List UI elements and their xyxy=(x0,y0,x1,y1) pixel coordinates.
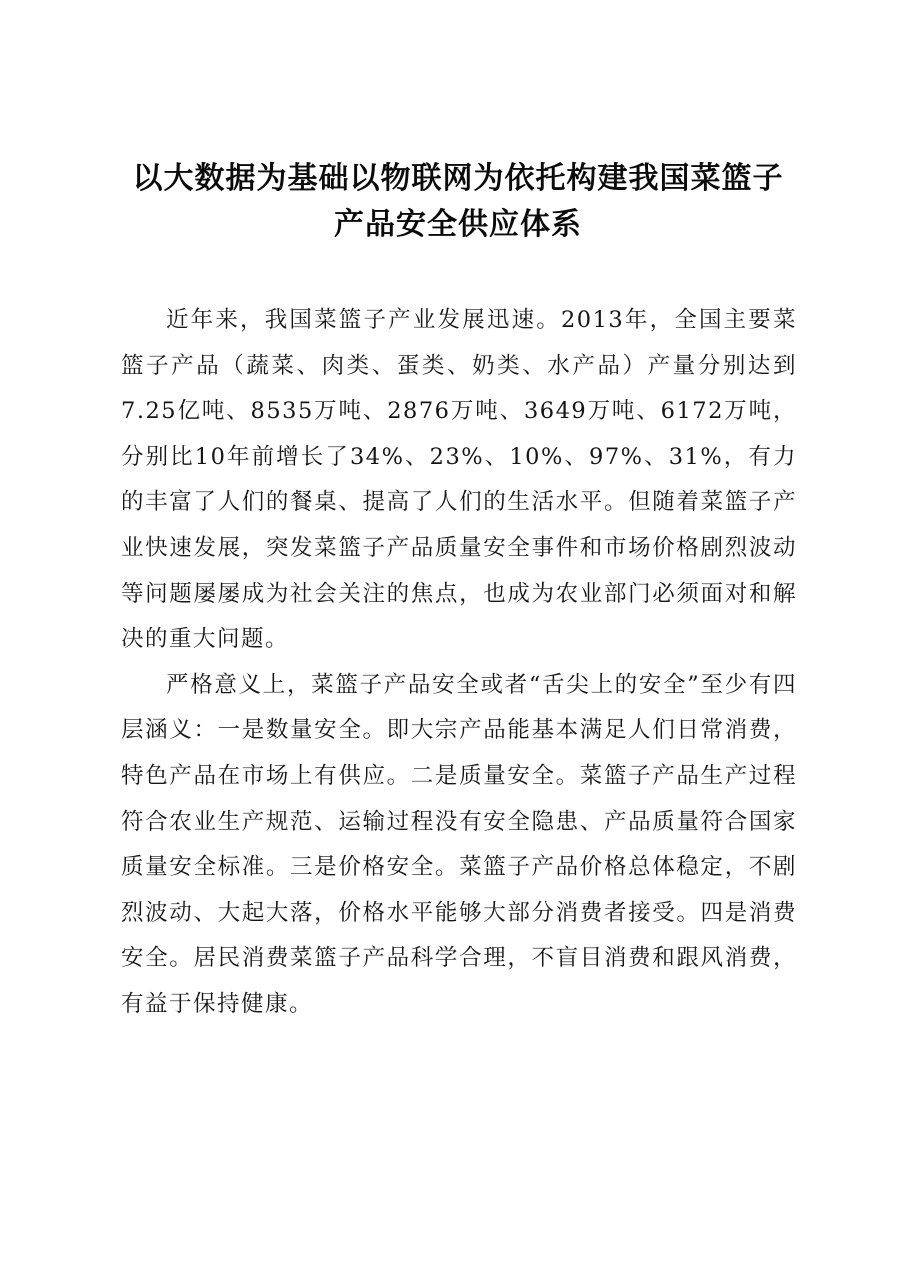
document-title: 以大数据为基础以物联网为依托构建我国菜篮子产品安全供应体系 xyxy=(132,161,784,242)
document-body xyxy=(121,298,797,1028)
paragraph-2: 严格意义上，菜篮子产品安全或者“舌尖上的安全”至少有四层涵义：一是数量安全。即大宗产品能基本满足人们日常消费，特色产品在市场上有供应。二是质量安全。菜篮子产品生产过程符合农业生产规范、运输过程没有安全隐患、产品质量符合国家质量安全标准。三是价格安全。菜篮子产品价格总体稳定，不剧烈波动、大起大落，价格水平能够大部分消费者接受。四是消费安全。居民消费菜篮子产品科学合理，不盲目消费和跟风消费，有益于保持健康。 xyxy=(121,671,797,1017)
paragraph-1: 近年来，我国菜篮子产业发展迅速。2013年，全国主要菜篮子产品（蔬菜、肉类、蛋类、奶类、水产品）产量分别达到7.25亿吨、8535万吨、2876万吨、3649万吨、6172万吨，分别比10年前增长了34%、23%、10%、97%、31%，有力的丰富了人们的餐桌、提高了人们的生活水平。但随着菜篮子产业快速发展，突发菜篮子产品质量安全事件和市场价格剧烈波动等问题屡屡成为社会关注的焦点，也成为农业部门必须面对和解决的重大问题。 xyxy=(121,307,797,653)
